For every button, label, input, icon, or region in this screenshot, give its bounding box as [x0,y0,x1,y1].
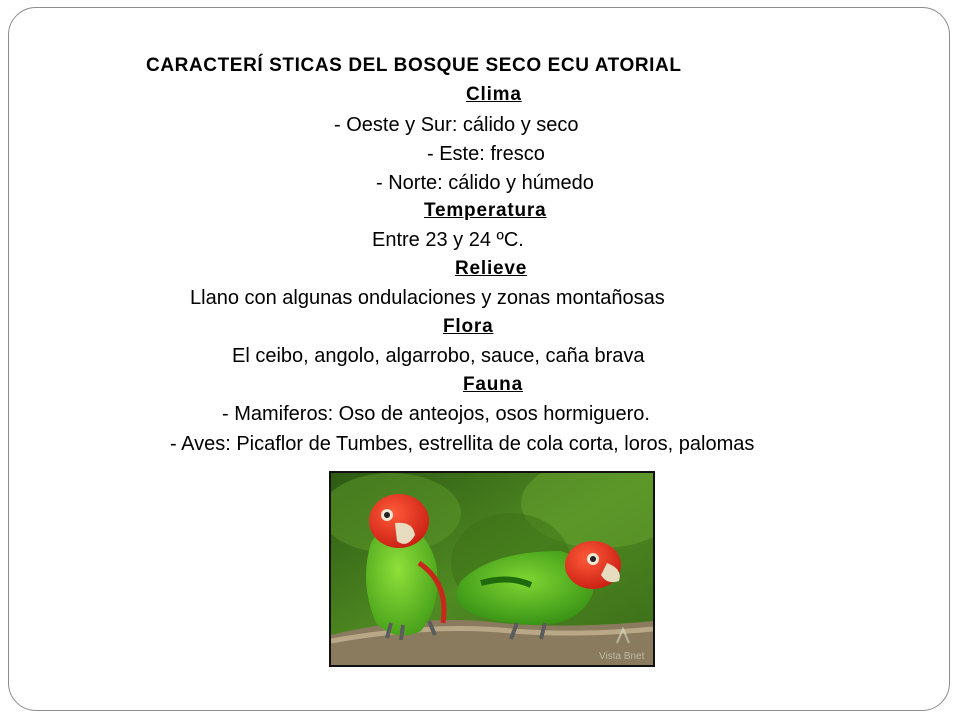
fauna-line-2: - Aves: Picaflor de Tumbes, estrellita de cola corta, loros, palomas [170,433,755,455]
heading-temperatura: Temperatura [424,200,547,221]
flora-line-1: El ceibo, angolo, algarrobo, sauce, caña brava [232,345,645,367]
temperatura-line-1: Entre 23 y 24 ºC. [372,229,524,251]
heading-flora: Flora [443,316,494,337]
slide-title: CARACTERÍ STICAS DEL BOSQUE SECO ECU ATORIAL [146,55,682,76]
heading-fauna: Fauna [463,374,523,395]
heading-relieve: Relieve [455,258,528,279]
parrots-photo [329,471,655,667]
fauna-line-1: - Mamiferos: Oso de anteojos, osos hormiguero. [222,403,650,425]
clima-line-1: - Oeste y Sur: cálido y seco [334,114,579,136]
svg-text:Vista Bnet: Vista Bnet [599,651,645,662]
clima-line-2: - Este: fresco [427,143,545,165]
heading-clima: Clima [466,84,522,105]
relieve-line-1: Llano con algunas ondulaciones y zonas montañosas [190,287,665,309]
clima-line-3: - Norte: cálido y húmedo [376,172,594,194]
